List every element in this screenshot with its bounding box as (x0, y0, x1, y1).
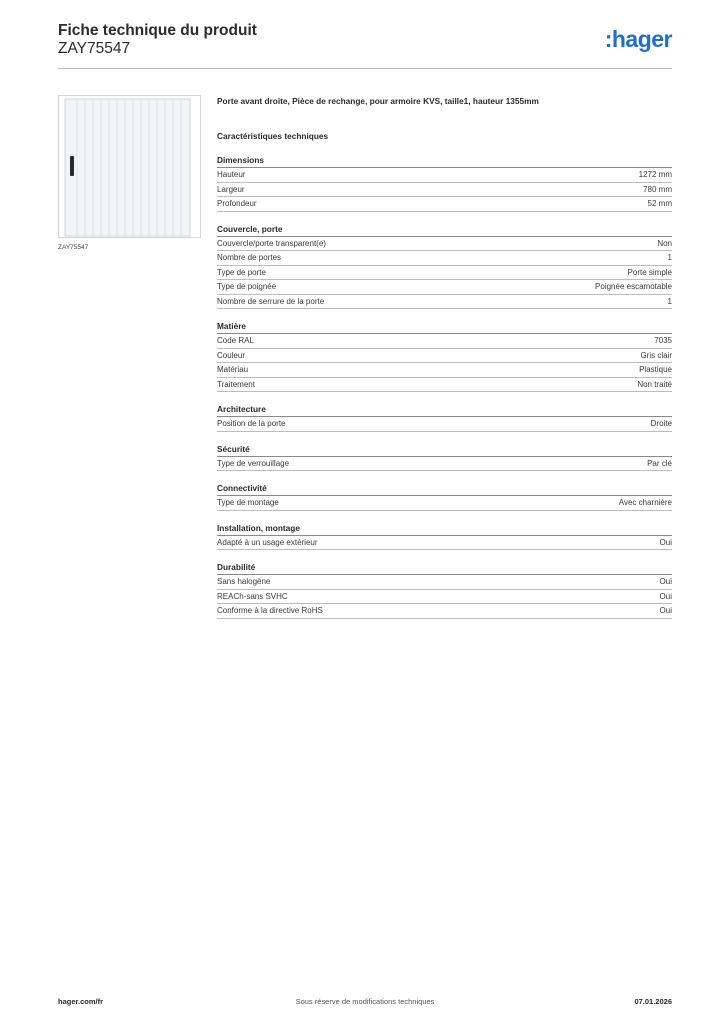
spec-value: Oui (659, 577, 672, 586)
door-handle-icon (70, 156, 74, 176)
spec-sections (217, 154, 672, 619)
spec-row (217, 168, 672, 183)
spec-section (217, 482, 672, 511)
spec-row (217, 183, 672, 198)
spec-value: Non (657, 238, 672, 248)
spec-label: Hauteur (217, 170, 246, 179)
product-reference: ZAY75547 (58, 40, 131, 57)
spec-section (217, 154, 672, 212)
spec-value: 7035 (654, 336, 672, 345)
spec-value: Poignée escamotable (595, 282, 672, 291)
spec-row (217, 496, 672, 511)
spec-label: Conforme à la directive RoHS (217, 606, 323, 615)
spec-section (217, 561, 672, 619)
image-caption: ZAY75547 (58, 244, 89, 251)
spec-value: Oui (659, 591, 672, 601)
spec-label: Couleur (217, 350, 246, 360)
page-footer (58, 997, 672, 1009)
spec-value: Oui (659, 537, 672, 547)
footer-date: 07.01.2026 (634, 997, 672, 1006)
door-panel-illustration (59, 96, 200, 237)
spec-value: 52 mm (647, 199, 672, 208)
section-title: Sécurité (217, 443, 672, 457)
spec-label: Position de la porte (217, 419, 286, 428)
spec-section (217, 403, 672, 432)
spec-value: 1 (667, 296, 672, 306)
spec-label: REACh-sans SVHC (217, 591, 288, 601)
spec-value: Plastique (639, 365, 672, 374)
spec-value: Oui (659, 606, 672, 615)
spec-label: Type de poignée (217, 282, 277, 291)
section-title: Dimensions (217, 154, 672, 168)
spec-row (217, 536, 672, 551)
spec-row (217, 266, 672, 281)
spec-row (217, 197, 672, 212)
spec-row (217, 349, 672, 364)
spec-value: Par clé (647, 458, 672, 468)
page-title: Fiche technique du produit (58, 22, 257, 39)
section-title: Installation, montage (217, 522, 672, 536)
spec-label: Traitement (217, 379, 255, 389)
section-title: Matière (217, 320, 672, 334)
spec-label: Code RAL (217, 336, 254, 345)
spec-label: Nombre de portes (217, 253, 282, 262)
spec-row (217, 334, 672, 349)
spec-row (217, 237, 672, 252)
spec-row (217, 590, 672, 605)
spec-row (217, 575, 672, 590)
section-title: Connectivité (217, 482, 672, 496)
spec-value: 780 mm (643, 184, 672, 194)
spec-row (217, 457, 672, 472)
section-title: Architecture (217, 403, 672, 417)
section-title: Durabilité (217, 561, 672, 575)
section-title: Couvercle, porte (217, 223, 672, 237)
spec-value: Gris clair (640, 350, 672, 360)
spec-value: Droite (650, 419, 672, 428)
spec-value: 1 (667, 253, 672, 262)
spec-label: Largeur (217, 184, 245, 194)
spec-section (217, 443, 672, 472)
spec-value: Non traité (637, 379, 672, 389)
spec-value: Porte simple (627, 267, 672, 277)
spec-heading: Caractéristiques techniques (217, 131, 329, 141)
spec-row (217, 295, 672, 310)
spec-label: Sans halogène (217, 577, 271, 586)
spec-label: Adapté à un usage extérieur (217, 537, 318, 547)
product-image (58, 95, 201, 238)
spec-label: Profondeur (217, 199, 257, 208)
spec-section (217, 522, 672, 551)
hager-logo: :hager (604, 26, 672, 52)
spec-content (217, 95, 672, 619)
spec-row (217, 378, 672, 393)
spec-section (217, 223, 672, 310)
spec-row (217, 417, 672, 432)
spec-label: Nombre de serrure de la porte (217, 296, 325, 306)
spec-label: Type de montage (217, 498, 279, 507)
spec-row (217, 604, 672, 619)
spec-value: 1272 mm (638, 170, 672, 179)
spec-value: Avec charnière (618, 498, 672, 507)
spec-label: Matériau (217, 365, 249, 374)
product-description: Porte avant droite, Pièce de rechange, pour armoire KVS, taille1, hauteur 1355mm (217, 96, 539, 106)
footer-notice: Sous réserve de modifications techniques (295, 997, 435, 1006)
spec-label: Couvercle/porte transparent(e) (217, 238, 326, 248)
spec-row (217, 280, 672, 295)
spec-row (217, 251, 672, 266)
spec-row (217, 363, 672, 378)
spec-label: Type de porte (217, 267, 266, 277)
spec-label: Type de verrouillage (217, 458, 290, 468)
spec-section (217, 320, 672, 392)
footer-website: hager.com/fr (58, 997, 104, 1006)
page-header (58, 22, 672, 69)
